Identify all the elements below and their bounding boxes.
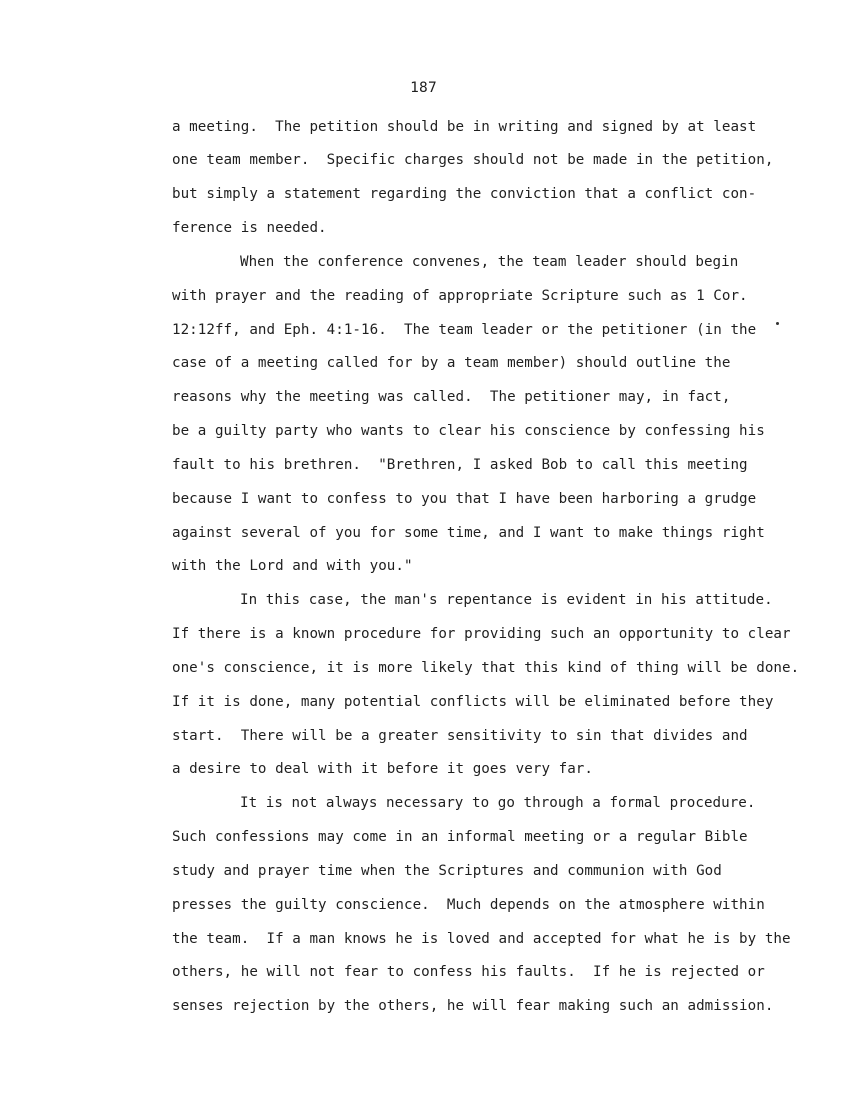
text-line: a desire to deal with it before it goes very far.: [172, 761, 593, 777]
text-line: start. There will be a greater sensitivity to sin that divides and: [172, 728, 748, 744]
text-line: fault to his brethren. "Brethren, I asked Bob to call this meeting: [172, 457, 748, 473]
scan-speck: [776, 322, 779, 325]
text-line: ference is needed.: [172, 220, 327, 236]
text-line: If it is done, many potential conflicts will be eliminated before they: [172, 694, 774, 710]
text-line: one team member. Specific charges should not be made in the petition,: [172, 152, 774, 168]
text-line: but simply a statement regarding the conviction that a conflict con-: [172, 186, 757, 202]
text-line: 12:12ff, and Eph. 4:1-16. The team leader or the petitioner (in the: [172, 322, 757, 338]
paragraph-start-line: When the conference convenes, the team leader should begin: [240, 254, 739, 270]
text-line: against several of you for some time, and I want to make things right: [172, 525, 765, 541]
text-line: the team. If a man knows he is loved and accepted for what he is by the: [172, 931, 791, 947]
text-line: others, he will not fear to confess his faults. If he is rejected or: [172, 964, 765, 980]
paragraph-start-line: It is not always necessary to go through a formal procedure.: [240, 795, 756, 811]
text-line: If there is a known procedure for providing such an opportunity to clear: [172, 626, 791, 642]
text-line: senses rejection by the others, he will fear making such an admission.: [172, 998, 774, 1014]
text-line: because I want to confess to you that I have been harboring a grudge: [172, 491, 757, 507]
text-line: with the Lord and with you.": [172, 558, 413, 574]
text-line: study and prayer time when the Scriptures and communion with God: [172, 863, 722, 879]
text-line: a meeting. The petition should be in writing and signed by at least: [172, 119, 757, 135]
paragraph-start-line: In this case, the man's repentance is evident in his attitude.: [240, 592, 773, 608]
page-number: 187: [410, 80, 437, 96]
text-line: Such confessions may come in an informal meeting or a regular Bible: [172, 829, 748, 845]
text-line: one's conscience, it is more likely that this kind of thing will be done.: [172, 660, 800, 676]
text-line: be a guilty party who wants to clear his conscience by confessing his: [172, 423, 765, 439]
text-line: with prayer and the reading of appropriate Scripture such as 1 Cor.: [172, 288, 748, 304]
text-line: presses the guilty conscience. Much depends on the atmosphere within: [172, 897, 765, 913]
text-line: reasons why the meeting was called. The petitioner may, in fact,: [172, 389, 731, 405]
text-line: case of a meeting called for by a team member) should outline the: [172, 355, 731, 371]
